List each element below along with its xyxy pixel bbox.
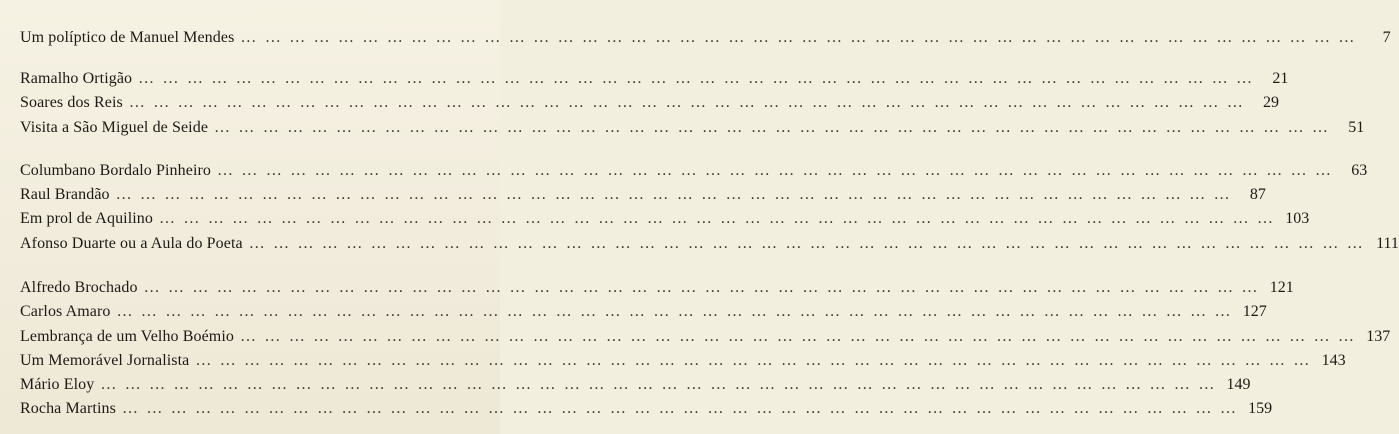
- toc-page-number: 159: [1248, 400, 1273, 417]
- toc-leader: … … … … … … … … … … … … … … … … … … … … … … … … … … … … … … … … … … … … … … … … … … … … … …: [248, 235, 1365, 252]
- toc-entry-title: Ramalho Ortigão: [20, 70, 133, 87]
- toc-page-number: 111: [1376, 235, 1399, 252]
- toc-entry-title: Mário Eloy: [20, 376, 95, 393]
- toc-leader: … … … … … … … … … … … … … … … … … … … … … … … … … … … … … … … … … … … … … … … … … … … … … …: [214, 119, 1331, 136]
- toc-entry: [20, 160, 1368, 182]
- toc-entry-title: Em prol de Aquilino: [20, 210, 154, 227]
- toc-entry: [20, 374, 1251, 396]
- toc-leader: … … … … … … … … … … … … … … … … … … … … … … … … … … … … … … … … … … … … … … … … … … … … … …: [240, 328, 1357, 345]
- toc-entry: [20, 233, 1399, 255]
- toc-page-number: 63: [1351, 162, 1368, 179]
- toc-entry: [20, 277, 1294, 299]
- toc-entry-title: Rocha Martins: [20, 400, 116, 417]
- toc-entry-title: Raul Brandão: [20, 186, 110, 203]
- toc-page-number: 21: [1272, 70, 1289, 87]
- toc-entry-title: Carlos Amaro: [20, 303, 111, 320]
- toc-leader: … … … … … … … … … … … … … … … … … … … … … … … … … … … … … … … … … … … … … … … … … … … … … …: [138, 70, 1255, 87]
- toc-page-number: 137: [1366, 328, 1391, 345]
- toc-page-number: 149: [1226, 376, 1251, 393]
- toc-entry-title: Um políptico de Manuel Mendes: [20, 29, 235, 46]
- toc-leader: … … … … … … … … … … … … … … … … … … … … … … … … … … … … … … … … … … … … … … … … … … … … … …: [121, 400, 1239, 417]
- toc-entry: [20, 301, 1267, 323]
- toc-entry-title: Afonso Duarte ou a Aula do Poeta: [20, 235, 243, 252]
- toc-entry: [20, 68, 1289, 90]
- toc-page-number: 103: [1285, 210, 1310, 227]
- toc-entry: [20, 208, 1310, 230]
- toc-entry-title: Alfredo Brochado: [20, 279, 138, 296]
- toc-entry: [20, 398, 1273, 420]
- toc-page-number: 87: [1249, 186, 1266, 203]
- toc-entry: [20, 27, 1391, 49]
- toc-entry: [20, 117, 1365, 139]
- toc-entry: [20, 184, 1266, 206]
- toc-page-number: 127: [1242, 303, 1267, 320]
- toc-leader: … … … … … … … … … … … … … … … … … … … … … … … … … … … … … … … … … … … … … … … … … … … … … …: [128, 94, 1246, 111]
- toc-page-number: 143: [1321, 352, 1346, 369]
- toc-entry: [20, 350, 1346, 372]
- toc-leader: … … … … … … … … … … … … … … … … … … … … … … … … … … … … … … … … … … … … … … … … … … … … … …: [115, 186, 1232, 203]
- toc-leader: … … … … … … … … … … … … … … … … … … … … … … … … … … … … … … … … … … … … … … … … … … … … … …: [240, 29, 1357, 46]
- toc-leader: … … … … … … … … … … … … … … … … … … … … … … … … … … … … … … … … … … … … … … … … … … … … … …: [116, 303, 1233, 320]
- toc-entry-title: Visita a São Miguel de Seide: [20, 119, 209, 136]
- toc-leader: … … … … … … … … … … … … … … … … … … … … … … … … … … … … … … … … … … … … … … … … … … … … … …: [217, 162, 1334, 179]
- toc-leader: … … … … … … … … … … … … … … … … … … … … … … … … … … … … … … … … … … … … … … … … … … … … … …: [159, 210, 1276, 227]
- toc-entry: [20, 92, 1280, 114]
- toc-page-number: 7: [1382, 29, 1391, 46]
- toc-entry-title: Um Memorável Jornalista: [20, 352, 190, 369]
- toc-entry-title: Soares dos Reis: [20, 94, 123, 111]
- toc-leader: … … … … … … … … … … … … … … … … … … … … … … … … … … … … … … … … … … … … … … … … … … … … … …: [100, 376, 1217, 393]
- toc-entry-title: Lembrança de um Velho Boémio: [20, 328, 235, 345]
- toc-page-number: 29: [1263, 94, 1280, 111]
- toc-page-number: 121: [1269, 279, 1294, 296]
- toc-leader: … … … … … … … … … … … … … … … … … … … … … … … … … … … … … … … … … … … … … … … … … … … … … …: [195, 352, 1312, 369]
- toc-leader: … … … … … … … … … … … … … … … … … … … … … … … … … … … … … … … … … … … … … … … … … … … … … …: [143, 279, 1260, 296]
- toc-page-number: 51: [1348, 119, 1365, 136]
- toc-entry: [20, 326, 1391, 348]
- toc-entry-title: Columbano Bordalo Pinheiro: [20, 162, 212, 179]
